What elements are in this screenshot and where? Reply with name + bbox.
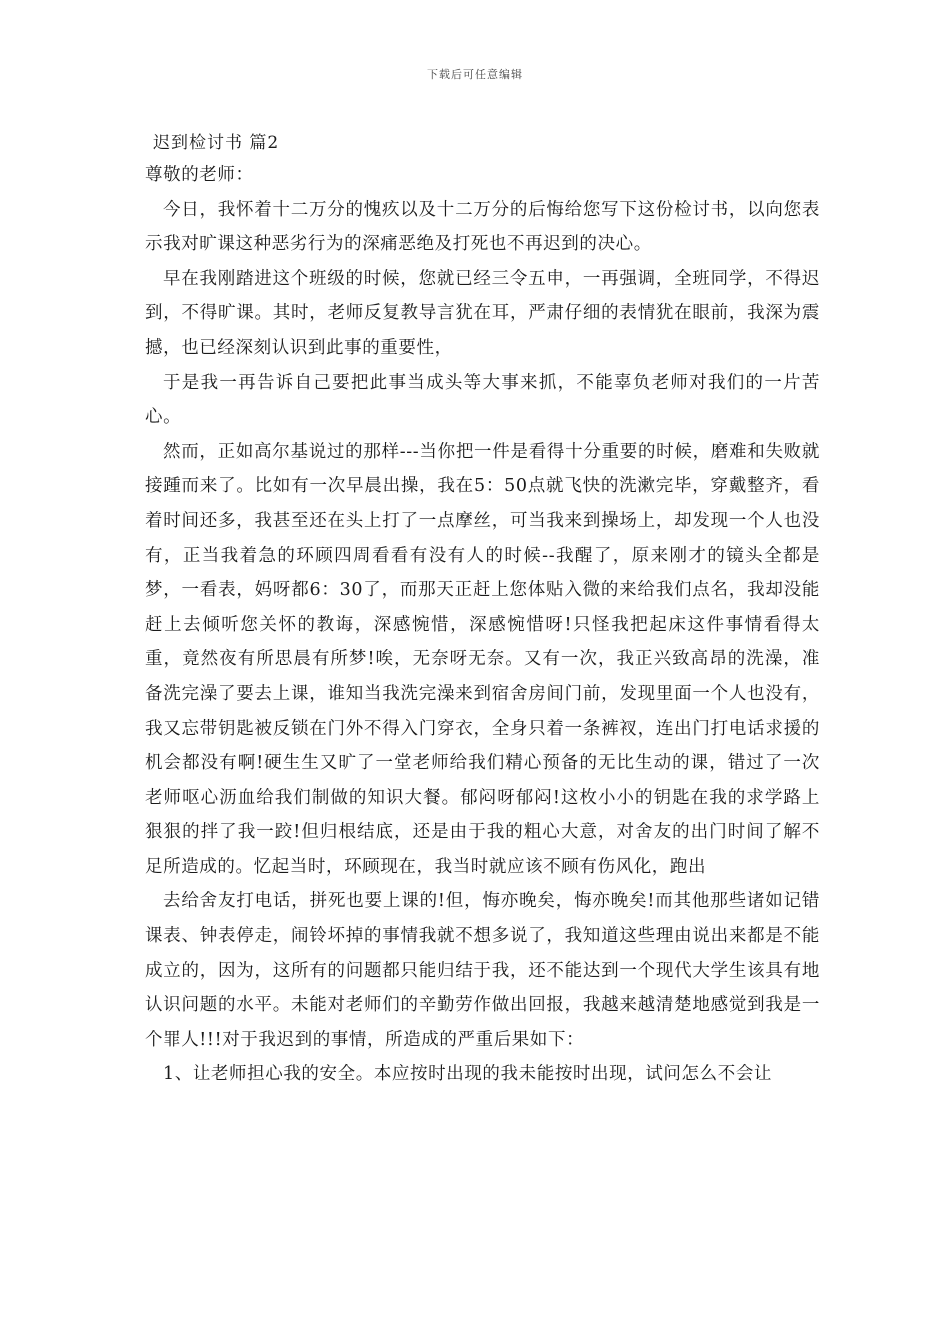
document-title: 迟到检讨书 篇2	[153, 133, 280, 153]
salutation: 尊敬的老师：	[145, 165, 254, 185]
paragraph: 早在我刚踏进这个班级的时候，您就已经三令五申，一再强调，全班同学，不得迟到，不得旷课。其时，老师反复教导言犹在耳，严肃仔细的表情犹在眼前，我深为震撼，也已经深刻认识到此事的重要性，	[145, 268, 820, 358]
paragraph: 然而，正如高尔基说过的那样---当你把一件是看得十分重要的时候，磨难和失败就接踵而来了。比如有一次早晨出操，我在5：50点就飞快的洗漱完毕，穿戴整齐，看着时间还多，我甚至还在头上打了一点摩丝，可当我来到操场上，却发现一个人也没有，正当我着急的环顾四周看看有没有人的时候--我醒了，原来刚才的镜头全都是梦，一看表，妈呀都6：30了，而那天正赶上您体贴入微的来给我们点名，我却没能赶上去倾听您关怀的教诲，深感惋惜，深感惋惜呀!只怪我把起床这件事情看得太重，竟然夜有所思晨有所梦!唉，无奈呀无奈。又有一次，我正兴致高昂的洗澡，准备洗完澡了要去上课，谁知当我洗完澡来到宿舍房间门前，发现里面一个人也没有，我又忘带钥匙被反锁在门外不得入门穿衣，全身只着一条裤衩，连出门打电话求援的机会都没有啊!硬生生又旷了一堂老师给我们精心预备的无比生动的课，错过了一次老师呕心沥血给我们制做的知识大餐。郁闷呀郁闷!这枚小小的钥匙在我的求学路上狠狠的拌了我一跤!但归根结底，还是由于我的粗心大意，对舍友的出门时间了解不足所造成的。忆起当时，环顾现在，我当时就应该不顾有伤风化，跑出	[145, 441, 820, 877]
paragraph: 今日，我怀着十二万分的愧疚以及十二万分的后悔给您写下这份检讨书，以向您表示我对旷课这种恶劣行为的深痛恶绝及打死也不再迟到的决心。	[145, 199, 820, 255]
document-body	[145, 158, 820, 1092]
paragraph: 去给舍友打电话，拼死也要上课的!但，悔亦晚矣，悔亦晚矣!而其他那些诸如记错课表、钟表停走，闹铃坏掉的事情我就不想多说了，我知道这些理由说出来都是不能成立的，因为，这所有的问题都只能归结于我，还不能达到一个现代大学生该具有地认识问题的水平。未能对老师们的辛勤劳作做出回报，我越来越清楚地感觉到我是一个罪人!!!对于我迟到的事情，所造成的严重后果如下：	[145, 891, 820, 1050]
paragraph: 于是我一再告诉自己要把此事当成头等大事来抓，不能辜负老师对我们的一片苦心。	[145, 372, 820, 428]
paragraph: 1、让老师担心我的安全。本应按时出现的我未能按时出现，试问怎么不会让	[163, 1064, 773, 1085]
header-note: 下载后可任意编辑	[427, 68, 523, 81]
